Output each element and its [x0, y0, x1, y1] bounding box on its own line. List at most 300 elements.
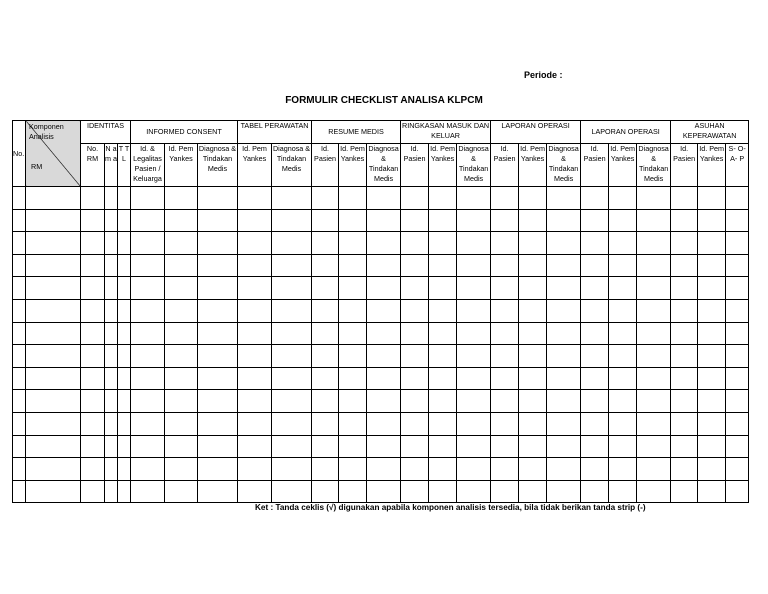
table-cell[interactable] — [81, 412, 105, 435]
table-cell[interactable] — [401, 458, 429, 481]
table-cell[interactable] — [726, 209, 749, 232]
table-cell[interactable] — [457, 277, 491, 300]
table-cell[interactable] — [519, 390, 547, 413]
table-cell[interactable] — [429, 277, 457, 300]
table-cell[interactable] — [13, 390, 26, 413]
table-cell[interactable] — [519, 254, 547, 277]
table-cell[interactable] — [609, 345, 637, 368]
table-cell[interactable] — [165, 209, 198, 232]
table-cell[interactable] — [131, 412, 165, 435]
table-cell[interactable] — [581, 345, 609, 368]
table-cell[interactable] — [13, 367, 26, 390]
table-cell[interactable] — [367, 435, 401, 458]
table-cell[interactable] — [547, 299, 581, 322]
table-cell[interactable] — [26, 277, 81, 300]
table-cell[interactable] — [401, 367, 429, 390]
table-cell[interactable] — [637, 458, 671, 481]
table-cell[interactable] — [581, 458, 609, 481]
table-cell[interactable] — [118, 480, 131, 503]
table-cell[interactable] — [272, 299, 312, 322]
table-cell[interactable] — [105, 390, 118, 413]
table-cell[interactable] — [105, 435, 118, 458]
table-cell[interactable] — [429, 232, 457, 255]
table-cell[interactable] — [698, 299, 726, 322]
table-cell[interactable] — [671, 480, 698, 503]
table-cell[interactable] — [519, 232, 547, 255]
table-cell[interactable] — [367, 322, 401, 345]
table-cell[interactable] — [698, 322, 726, 345]
table-cell[interactable] — [698, 367, 726, 390]
table-cell[interactable] — [429, 299, 457, 322]
table-cell[interactable] — [13, 412, 26, 435]
table-cell[interactable] — [272, 277, 312, 300]
table-cell[interactable] — [105, 480, 118, 503]
table-cell[interactable] — [671, 458, 698, 481]
table-cell[interactable] — [547, 435, 581, 458]
table-cell[interactable] — [272, 458, 312, 481]
table-cell[interactable] — [238, 254, 272, 277]
table-cell[interactable] — [698, 277, 726, 300]
table-cell[interactable] — [429, 367, 457, 390]
table-cell[interactable] — [339, 232, 367, 255]
table-cell[interactable] — [26, 390, 81, 413]
table-cell[interactable] — [131, 345, 165, 368]
table-cell[interactable] — [401, 299, 429, 322]
table-cell[interactable] — [81, 187, 105, 210]
table-cell[interactable] — [81, 435, 105, 458]
table-cell[interactable] — [312, 277, 339, 300]
table-cell[interactable] — [118, 254, 131, 277]
table-cell[interactable] — [671, 435, 698, 458]
table-cell[interactable] — [26, 232, 81, 255]
table-cell[interactable] — [581, 435, 609, 458]
table-cell[interactable] — [118, 345, 131, 368]
table-cell[interactable] — [671, 187, 698, 210]
table-cell[interactable] — [637, 412, 671, 435]
table-cell[interactable] — [581, 390, 609, 413]
table-cell[interactable] — [698, 209, 726, 232]
table-cell[interactable] — [339, 322, 367, 345]
table-cell[interactable] — [81, 458, 105, 481]
table-cell[interactable] — [671, 232, 698, 255]
table-cell[interactable] — [105, 367, 118, 390]
table-cell[interactable] — [581, 322, 609, 345]
table-cell[interactable] — [105, 209, 118, 232]
table-cell[interactable] — [339, 277, 367, 300]
table-cell[interactable] — [198, 232, 238, 255]
table-cell[interactable] — [26, 322, 81, 345]
table-cell[interactable] — [367, 480, 401, 503]
table-cell[interactable] — [637, 345, 671, 368]
table-cell[interactable] — [367, 299, 401, 322]
table-cell[interactable] — [457, 480, 491, 503]
table-cell[interactable] — [491, 367, 519, 390]
table-cell[interactable] — [457, 367, 491, 390]
table-cell[interactable] — [13, 458, 26, 481]
table-cell[interactable] — [272, 435, 312, 458]
table-cell[interactable] — [457, 187, 491, 210]
table-cell[interactable] — [609, 322, 637, 345]
table-cell[interactable] — [13, 345, 26, 368]
table-cell[interactable] — [609, 435, 637, 458]
table-cell[interactable] — [238, 209, 272, 232]
table-cell[interactable] — [26, 480, 81, 503]
table-cell[interactable] — [671, 299, 698, 322]
table-cell[interactable] — [637, 187, 671, 210]
table-cell[interactable] — [491, 390, 519, 413]
table-cell[interactable] — [519, 458, 547, 481]
table-cell[interactable] — [581, 254, 609, 277]
table-cell[interactable] — [671, 390, 698, 413]
table-cell[interactable] — [401, 232, 429, 255]
table-cell[interactable] — [165, 277, 198, 300]
table-cell[interactable] — [238, 480, 272, 503]
table-cell[interactable] — [105, 187, 118, 210]
table-cell[interactable] — [312, 480, 339, 503]
table-cell[interactable] — [238, 390, 272, 413]
table-cell[interactable] — [726, 254, 749, 277]
table-cell[interactable] — [339, 254, 367, 277]
table-cell[interactable] — [519, 277, 547, 300]
table-cell[interactable] — [238, 412, 272, 435]
table-cell[interactable] — [457, 322, 491, 345]
table-cell[interactable] — [609, 390, 637, 413]
table-cell[interactable] — [491, 458, 519, 481]
table-cell[interactable] — [165, 367, 198, 390]
table-cell[interactable] — [238, 299, 272, 322]
table-cell[interactable] — [81, 367, 105, 390]
table-cell[interactable] — [367, 345, 401, 368]
table-cell[interactable] — [547, 480, 581, 503]
table-cell[interactable] — [367, 187, 401, 210]
table-cell[interactable] — [519, 480, 547, 503]
table-cell[interactable] — [105, 412, 118, 435]
table-cell[interactable] — [401, 209, 429, 232]
table-cell[interactable] — [429, 412, 457, 435]
table-cell[interactable] — [726, 435, 749, 458]
table-cell[interactable] — [26, 254, 81, 277]
table-cell[interactable] — [81, 480, 105, 503]
table-cell[interactable] — [198, 367, 238, 390]
table-cell[interactable] — [238, 345, 272, 368]
table-cell[interactable] — [81, 277, 105, 300]
table-cell[interactable] — [118, 367, 131, 390]
table-cell[interactable] — [457, 390, 491, 413]
table-cell[interactable] — [519, 412, 547, 435]
table-cell[interactable] — [491, 209, 519, 232]
table-cell[interactable] — [671, 367, 698, 390]
table-cell[interactable] — [609, 209, 637, 232]
table-cell[interactable] — [457, 299, 491, 322]
table-cell[interactable] — [726, 367, 749, 390]
table-cell[interactable] — [118, 322, 131, 345]
table-cell[interactable] — [637, 435, 671, 458]
table-cell[interactable] — [13, 232, 26, 255]
table-cell[interactable] — [339, 390, 367, 413]
table-cell[interactable] — [609, 458, 637, 481]
table-cell[interactable] — [429, 458, 457, 481]
table-cell[interactable] — [637, 299, 671, 322]
table-cell[interactable] — [581, 187, 609, 210]
table-cell[interactable] — [698, 480, 726, 503]
table-cell[interactable] — [198, 458, 238, 481]
table-cell[interactable] — [367, 412, 401, 435]
table-cell[interactable] — [131, 322, 165, 345]
table-cell[interactable] — [609, 367, 637, 390]
table-cell[interactable] — [198, 209, 238, 232]
table-cell[interactable] — [457, 435, 491, 458]
table-cell[interactable] — [726, 480, 749, 503]
table-cell[interactable] — [401, 187, 429, 210]
table-cell[interactable] — [26, 412, 81, 435]
table-cell[interactable] — [429, 254, 457, 277]
table-cell[interactable] — [272, 345, 312, 368]
table-cell[interactable] — [609, 254, 637, 277]
table-cell[interactable] — [165, 390, 198, 413]
table-cell[interactable] — [367, 367, 401, 390]
table-cell[interactable] — [457, 412, 491, 435]
table-cell[interactable] — [519, 367, 547, 390]
table-cell[interactable] — [165, 254, 198, 277]
table-cell[interactable] — [429, 345, 457, 368]
table-cell[interactable] — [118, 187, 131, 210]
table-cell[interactable] — [698, 232, 726, 255]
table-cell[interactable] — [238, 367, 272, 390]
table-cell[interactable] — [13, 187, 26, 210]
table-cell[interactable] — [547, 322, 581, 345]
table-cell[interactable] — [637, 390, 671, 413]
table-cell[interactable] — [637, 209, 671, 232]
table-cell[interactable] — [272, 322, 312, 345]
table-cell[interactable] — [312, 458, 339, 481]
table-cell[interactable] — [165, 187, 198, 210]
table-cell[interactable] — [429, 390, 457, 413]
table-cell[interactable] — [519, 345, 547, 368]
table-cell[interactable] — [198, 322, 238, 345]
table-cell[interactable] — [457, 209, 491, 232]
table-cell[interactable] — [429, 209, 457, 232]
table-cell[interactable] — [547, 209, 581, 232]
table-cell[interactable] — [131, 458, 165, 481]
table-cell[interactable] — [671, 345, 698, 368]
table-cell[interactable] — [81, 254, 105, 277]
table-cell[interactable] — [581, 480, 609, 503]
table-cell[interactable] — [698, 390, 726, 413]
table-cell[interactable] — [118, 209, 131, 232]
table-cell[interactable] — [26, 187, 81, 210]
table-cell[interactable] — [312, 232, 339, 255]
table-cell[interactable] — [547, 277, 581, 300]
table-cell[interactable] — [81, 322, 105, 345]
table-cell[interactable] — [367, 277, 401, 300]
table-cell[interactable] — [726, 277, 749, 300]
table-cell[interactable] — [105, 277, 118, 300]
table-cell[interactable] — [581, 412, 609, 435]
table-cell[interactable] — [13, 299, 26, 322]
table-cell[interactable] — [367, 209, 401, 232]
table-cell[interactable] — [367, 390, 401, 413]
table-cell[interactable] — [429, 187, 457, 210]
table-cell[interactable] — [238, 322, 272, 345]
table-cell[interactable] — [339, 412, 367, 435]
table-cell[interactable] — [547, 458, 581, 481]
table-cell[interactable] — [491, 299, 519, 322]
table-cell[interactable] — [238, 435, 272, 458]
table-cell[interactable] — [105, 322, 118, 345]
table-cell[interactable] — [131, 277, 165, 300]
table-cell[interactable] — [491, 277, 519, 300]
table-cell[interactable] — [609, 412, 637, 435]
table-cell[interactable] — [198, 390, 238, 413]
table-cell[interactable] — [312, 345, 339, 368]
table-cell[interactable] — [581, 367, 609, 390]
table-cell[interactable] — [698, 345, 726, 368]
table-cell[interactable] — [491, 412, 519, 435]
table-cell[interactable] — [637, 367, 671, 390]
table-cell[interactable] — [637, 322, 671, 345]
table-cell[interactable] — [491, 232, 519, 255]
table-cell[interactable] — [519, 435, 547, 458]
table-cell[interactable] — [491, 187, 519, 210]
table-cell[interactable] — [238, 232, 272, 255]
table-cell[interactable] — [547, 254, 581, 277]
table-cell[interactable] — [339, 480, 367, 503]
table-cell[interactable] — [547, 367, 581, 390]
table-cell[interactable] — [339, 435, 367, 458]
table-cell[interactable] — [81, 345, 105, 368]
table-cell[interactable] — [401, 435, 429, 458]
table-cell[interactable] — [198, 435, 238, 458]
table-cell[interactable] — [165, 480, 198, 503]
table-cell[interactable] — [609, 232, 637, 255]
table-cell[interactable] — [581, 299, 609, 322]
table-cell[interactable] — [131, 254, 165, 277]
table-cell[interactable] — [339, 209, 367, 232]
table-cell[interactable] — [312, 209, 339, 232]
table-cell[interactable] — [491, 345, 519, 368]
table-cell[interactable] — [457, 458, 491, 481]
table-cell[interactable] — [312, 322, 339, 345]
table-cell[interactable] — [238, 187, 272, 210]
table-cell[interactable] — [198, 299, 238, 322]
table-cell[interactable] — [165, 299, 198, 322]
table-cell[interactable] — [581, 232, 609, 255]
table-cell[interactable] — [118, 412, 131, 435]
table-cell[interactable] — [118, 435, 131, 458]
table-cell[interactable] — [198, 345, 238, 368]
table-cell[interactable] — [105, 345, 118, 368]
table-cell[interactable] — [581, 277, 609, 300]
table-cell[interactable] — [13, 322, 26, 345]
table-cell[interactable] — [339, 187, 367, 210]
table-cell[interactable] — [339, 345, 367, 368]
table-cell[interactable] — [637, 254, 671, 277]
table-cell[interactable] — [131, 299, 165, 322]
table-cell[interactable] — [726, 412, 749, 435]
table-cell[interactable] — [272, 412, 312, 435]
table-cell[interactable] — [312, 367, 339, 390]
table-cell[interactable] — [339, 367, 367, 390]
table-cell[interactable] — [81, 299, 105, 322]
table-cell[interactable] — [81, 232, 105, 255]
table-cell[interactable] — [698, 187, 726, 210]
table-cell[interactable] — [401, 322, 429, 345]
table-cell[interactable] — [165, 458, 198, 481]
table-cell[interactable] — [238, 458, 272, 481]
table-cell[interactable] — [547, 232, 581, 255]
table-cell[interactable] — [13, 254, 26, 277]
table-cell[interactable] — [165, 232, 198, 255]
table-cell[interactable] — [581, 209, 609, 232]
table-cell[interactable] — [401, 277, 429, 300]
table-cell[interactable] — [671, 254, 698, 277]
table-cell[interactable] — [547, 412, 581, 435]
table-cell[interactable] — [198, 254, 238, 277]
table-cell[interactable] — [105, 232, 118, 255]
table-cell[interactable] — [131, 209, 165, 232]
table-cell[interactable] — [429, 435, 457, 458]
table-cell[interactable] — [13, 480, 26, 503]
table-cell[interactable] — [547, 390, 581, 413]
table-cell[interactable] — [312, 299, 339, 322]
table-cell[interactable] — [165, 322, 198, 345]
table-cell[interactable] — [637, 480, 671, 503]
table-cell[interactable] — [26, 345, 81, 368]
table-cell[interactable] — [13, 435, 26, 458]
table-cell[interactable] — [26, 367, 81, 390]
table-cell[interactable] — [339, 299, 367, 322]
table-cell[interactable] — [131, 367, 165, 390]
table-cell[interactable] — [238, 277, 272, 300]
table-cell[interactable] — [272, 254, 312, 277]
table-cell[interactable] — [118, 299, 131, 322]
table-cell[interactable] — [272, 390, 312, 413]
table-cell[interactable] — [131, 480, 165, 503]
table-cell[interactable] — [637, 277, 671, 300]
table-cell[interactable] — [547, 345, 581, 368]
table-cell[interactable] — [726, 390, 749, 413]
table-cell[interactable] — [26, 435, 81, 458]
table-cell[interactable] — [13, 209, 26, 232]
table-cell[interactable] — [105, 458, 118, 481]
table-cell[interactable] — [401, 390, 429, 413]
table-cell[interactable] — [272, 367, 312, 390]
table-cell[interactable] — [272, 480, 312, 503]
table-cell[interactable] — [312, 254, 339, 277]
table-cell[interactable] — [118, 232, 131, 255]
table-cell[interactable] — [429, 322, 457, 345]
table-cell[interactable] — [312, 412, 339, 435]
table-cell[interactable] — [698, 458, 726, 481]
table-cell[interactable] — [698, 435, 726, 458]
table-cell[interactable] — [726, 232, 749, 255]
table-cell[interactable] — [726, 458, 749, 481]
table-cell[interactable] — [26, 209, 81, 232]
table-cell[interactable] — [198, 480, 238, 503]
table-cell[interactable] — [547, 187, 581, 210]
table-cell[interactable] — [698, 412, 726, 435]
table-cell[interactable] — [726, 345, 749, 368]
table-cell[interactable] — [26, 458, 81, 481]
table-cell[interactable] — [609, 480, 637, 503]
table-cell[interactable] — [457, 254, 491, 277]
table-cell[interactable] — [609, 299, 637, 322]
table-cell[interactable] — [401, 345, 429, 368]
table-cell[interactable] — [671, 209, 698, 232]
table-cell[interactable] — [105, 299, 118, 322]
table-cell[interactable] — [491, 480, 519, 503]
table-cell[interactable] — [339, 458, 367, 481]
